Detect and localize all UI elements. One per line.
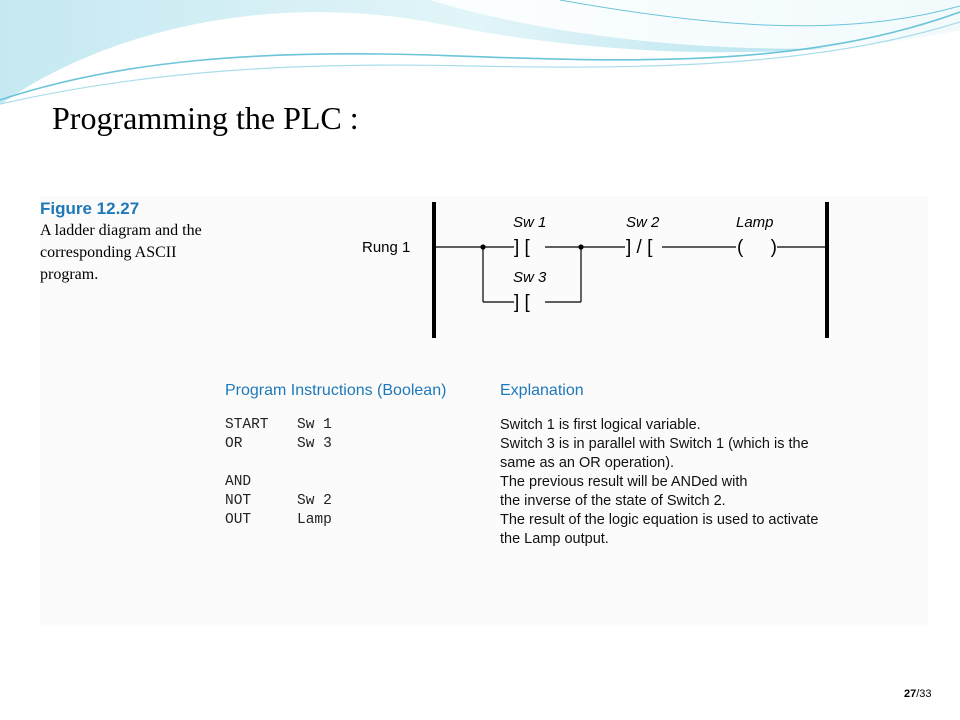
header-wave-decoration [0,0,960,110]
contact-sw1 [513,214,546,258]
explanation-line: Switch 1 is first logical variable. [500,417,701,433]
page-number [904,688,932,700]
coil-symbol-lamp: ( ) [737,237,777,258]
instruction-row-blank [225,454,332,473]
instruction-row: NOT Sw 2 [225,493,332,509]
page-total: /33 [916,688,932,700]
output-coil-lamp [736,214,777,258]
explanation-header: Explanation [500,382,584,399]
coil-label-lamp: Lamp [736,214,774,231]
junction-node-left [480,244,485,249]
contact-symbol-sw1: ] [ [514,237,530,258]
rung-label: Rung 1 [362,239,411,256]
contact-label-sw2: Sw 2 [626,214,660,231]
slide-title: Programming the PLC : [52,100,359,136]
explanation-list [500,416,920,549]
figure-caption-text: A ladder diagram and the corresponding ASCII program. [40,222,202,283]
instruction-row: OUT Lamp [225,512,332,528]
explanation-line: The previous result will be ANDed with [500,474,748,490]
figure-number: Figure 12.27 [40,199,140,218]
right-power-rail [825,202,829,338]
contact-label-sw3: Sw 3 [513,269,547,286]
instruction-list [225,416,332,530]
explanation-line: the inverse of the state of Switch 2. [500,493,726,509]
contact-symbol-sw3: ] [ [514,292,530,313]
instruction-row: AND [225,474,252,490]
left-power-rail [432,202,436,338]
explanation-line: same as an OR operation). [500,455,675,471]
figure-panel [40,196,928,626]
instruction-row: START Sw 1 [225,417,332,433]
junction-node-right [578,244,583,249]
contact-symbol-sw2: ] / [ [626,237,653,258]
ladder-diagram [40,196,928,346]
contact-sw2 [626,214,660,258]
page-current: 27 [904,688,917,700]
instruction-row: OR Sw 3 [225,436,332,452]
explanation-line: the Lamp output. [500,531,609,547]
explanation-line: Switch 3 is in parallel with Switch 1 (which is the [500,436,809,452]
explanation-line: The result of the logic equation is used to activate [500,512,819,528]
contact-sw3 [513,269,547,313]
contact-label-sw1: Sw 1 [513,214,547,231]
instructions-header: Program Instructions (Boolean) [225,382,447,399]
